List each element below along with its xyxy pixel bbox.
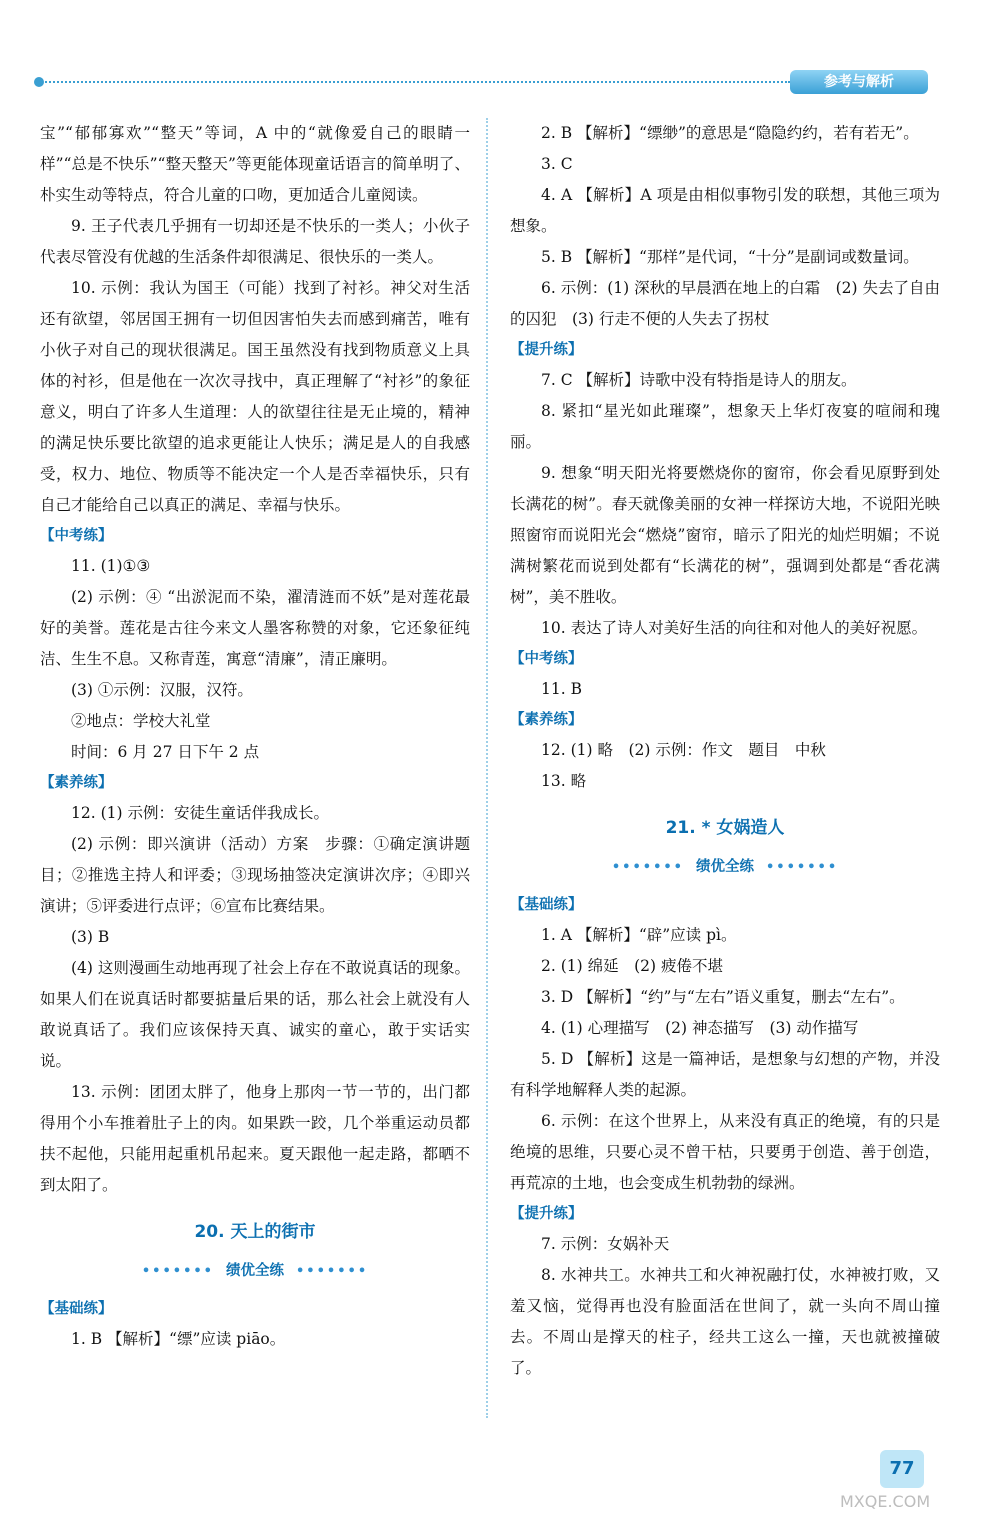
answer-paragraph: (3) ①示例：汉服，汉符。 bbox=[71, 681, 253, 699]
answer-paragraph: 12. (1) 略 (2) 示例：作文 题目 中秋 bbox=[541, 741, 826, 759]
header-section-tab: 参考与解析 bbox=[790, 70, 928, 94]
lesson-title: 20. 天上的街市 bbox=[194, 1222, 316, 1242]
answer-paragraph: 7. 示例：女娲补天 bbox=[541, 1235, 670, 1253]
answer-paragraph: 1. A 【解析】“辟”应读 pì。 bbox=[541, 926, 737, 944]
answer-paragraph: (3) B bbox=[71, 928, 110, 946]
answer-paragraph: 4. A 【解析】A 项是由相似事物引发的联想，其他三项为想象。 bbox=[510, 186, 940, 235]
answer-paragraph: 10. 示例：我认为国王（可能）找到了衬衫。神父对生活还有欲望，邻居国王拥有一切但因害怕失去而感到痛苦，唯有小伙子对自己的现状很满足。国王虽然没有找到物质意义上具体的衬衫，但是他在一次次寻找中，真正理解了“衬衫”的象征意义，明白了许多人生道理：人的欲望往往是无止境的，精神的满足快乐要比欲望的追求更能让人快乐；满足是人的自我感受，权力、地位、物质等不能决定一个人是否幸福快乐，只有自己才能给自己以真正的满足、幸福与快乐。 bbox=[40, 279, 470, 514]
answer-paragraph: 5. D 【解析】这是一篇神话，是想象与幻想的产物，并没有科学地解释人类的起源。 bbox=[510, 1050, 940, 1099]
section-tag: 【素养练】 bbox=[510, 712, 583, 728]
answer-paragraph: 6. 示例：在这个世界上，从来没有真正的绝境，有的只是绝境的思维，只要心灵不曾干枯，只要勇于创造、善于创造，再荒凉的土地，也会变成生机勃勃的绿洲。 bbox=[510, 1112, 940, 1192]
section-tag: 【提升练】 bbox=[510, 1206, 583, 1222]
banner-dots-right: ••••••• bbox=[296, 1264, 369, 1279]
answer-paragraph: (4) 这则漫画生动地再现了社会上存在不敢说真话的现象。如果人们在说真话时都要掂量后果的话，那么社会上就没有人敢说真话了。我们应该保持天真、诚实的童心，敢于实话实说。 bbox=[40, 959, 470, 1070]
section-tag: 【中考练】 bbox=[510, 651, 583, 667]
right-column bbox=[510, 118, 940, 1384]
left-column bbox=[40, 118, 470, 1355]
lesson-title: 21. * 女娲造人 bbox=[665, 818, 785, 838]
section-banner bbox=[40, 1257, 470, 1286]
answer-paragraph: 2. (1) 绵延 (2) 疲倦不堪 bbox=[541, 957, 723, 975]
section-banner bbox=[510, 853, 940, 882]
answer-paragraph: 1. B 【解析】“缥”应读 piāo。 bbox=[71, 1330, 286, 1348]
banner-dots-left: ••••••• bbox=[141, 1264, 214, 1279]
answer-paragraph: 9. 想象“明天阳光将要燃烧你的窗帘，你会看见原野到处长满花的树”。春天就像美丽的女神一样探访大地，不说阳光映照窗帘而说阳光会“燃烧”窗帘，暗示了阳光的灿烂明媚；不说满树繁花而说到处都有“长满花的树”，强调到处都是“香花满树”，美不胜收。 bbox=[510, 464, 940, 606]
answer-paragraph: 时间：6 月 27 日下午 2 点 bbox=[71, 743, 260, 761]
continued-paragraph: 宝”“郁郁寡欢”“整天”等词，A 中的“就像爱自己的眼睛一样”“总是不快乐”“整天整天”等更能体现童话语言的简单明了、朴实生动等特点，符合儿童的口吻，更加适合儿童阅读。 bbox=[40, 124, 470, 204]
answer-paragraph: 3. D 【解析】“约”与“左右”语义重复，删去“左右”。 bbox=[541, 988, 905, 1006]
section-tag: 【素养练】 bbox=[40, 775, 113, 791]
answer-paragraph: 2. B 【解析】“缥缈”的意思是“隐隐约约，若有若无”。 bbox=[541, 124, 919, 142]
answer-paragraph: 6. 示例：(1) 深秋的早晨洒在地上的白霜 (2) 失去了自由的囚犯 (3) 行走不便的人失去了拐杖 bbox=[510, 279, 940, 328]
answer-paragraph: 5. B 【解析】“那样”是代词，“十分”是副词或数量词。 bbox=[541, 248, 919, 266]
section-tag: 【提升练】 bbox=[510, 342, 583, 358]
section-tag: 【基础练】 bbox=[510, 897, 583, 913]
answer-paragraph: 7. C 【解析】诗歌中没有特指是诗人的朋友。 bbox=[541, 371, 857, 389]
banner-label: 绩优全练 bbox=[226, 1263, 284, 1279]
answer-paragraph: 8. 紧扣“星光如此璀璨”，想象天上华灯夜宴的喧闹和瑰丽。 bbox=[510, 402, 940, 451]
header-dotted-line bbox=[38, 81, 790, 83]
answer-paragraph: 4. (1) 心理描写 (2) 神态描写 (3) 动作描写 bbox=[541, 1019, 859, 1037]
answer-paragraph: 13. 示例：团团太胖了，他身上那肉一节一节的，出门都得用个小车推着肚子上的肉。如果跌一跤，几个举重运动员都扶不起他，只能用起重机吊起来。夏天跟他一起走路，都晒不到太阳了。 bbox=[40, 1083, 470, 1194]
answer-paragraph: 11. B bbox=[541, 680, 582, 698]
answer-paragraph: 10. 表达了诗人对美好生活的向往和对他人的美好祝愿。 bbox=[541, 619, 928, 637]
banner-dots-right: ••••••• bbox=[766, 860, 839, 875]
section-tag: 【基础练】 bbox=[40, 1301, 113, 1317]
column-divider bbox=[486, 118, 488, 1418]
answer-paragraph: 8. 水神共工。水神共工和火神祝融打仗，水神被打败，又羞又恼，觉得再也没有脸面活在世间了，就一头向不周山撞去。不周山是撑天的柱子，经共工这么一撞，天也就被撞破了。 bbox=[510, 1266, 940, 1377]
answer-paragraph: 13. 略 bbox=[541, 772, 587, 790]
answer-paragraph: 9. 王子代表几乎拥有一切却还是不快乐的一类人；小伙子代表尽管没有优越的生活条件却很满足、很快乐的一类人。 bbox=[40, 217, 470, 266]
page-number: 77 bbox=[880, 1450, 924, 1488]
answer-paragraph: (2) 示例：④ “出淤泥而不染，濯清涟而不妖”是对莲花最好的美誉。莲花是古往今来文人墨客称赞的对象，它还象征纯洁、生生不息。又称青莲，寓意“清廉”，清正廉明。 bbox=[40, 588, 470, 668]
banner-dots-left: ••••••• bbox=[611, 860, 684, 875]
answer-paragraph: 3. C bbox=[541, 155, 573, 173]
answer-paragraph: (2) 示例：即兴演讲（活动）方案 步骤：①确定演讲题目；②推选主持人和评委；③现场抽签决定演讲次序；④即兴演讲；⑤评委进行点评；⑥宣布比赛结果。 bbox=[40, 835, 470, 915]
watermark: MXQE.COM bbox=[840, 1492, 931, 1511]
section-tag: 【中考练】 bbox=[40, 528, 113, 544]
answer-paragraph: ②地点：学校大礼堂 bbox=[71, 712, 211, 730]
banner-label: 绩优全练 bbox=[696, 859, 754, 875]
answer-paragraph: 11. (1)①③ bbox=[71, 557, 151, 575]
answer-paragraph: 12. (1) 示例：安徒生童话伴我成长。 bbox=[71, 804, 329, 822]
